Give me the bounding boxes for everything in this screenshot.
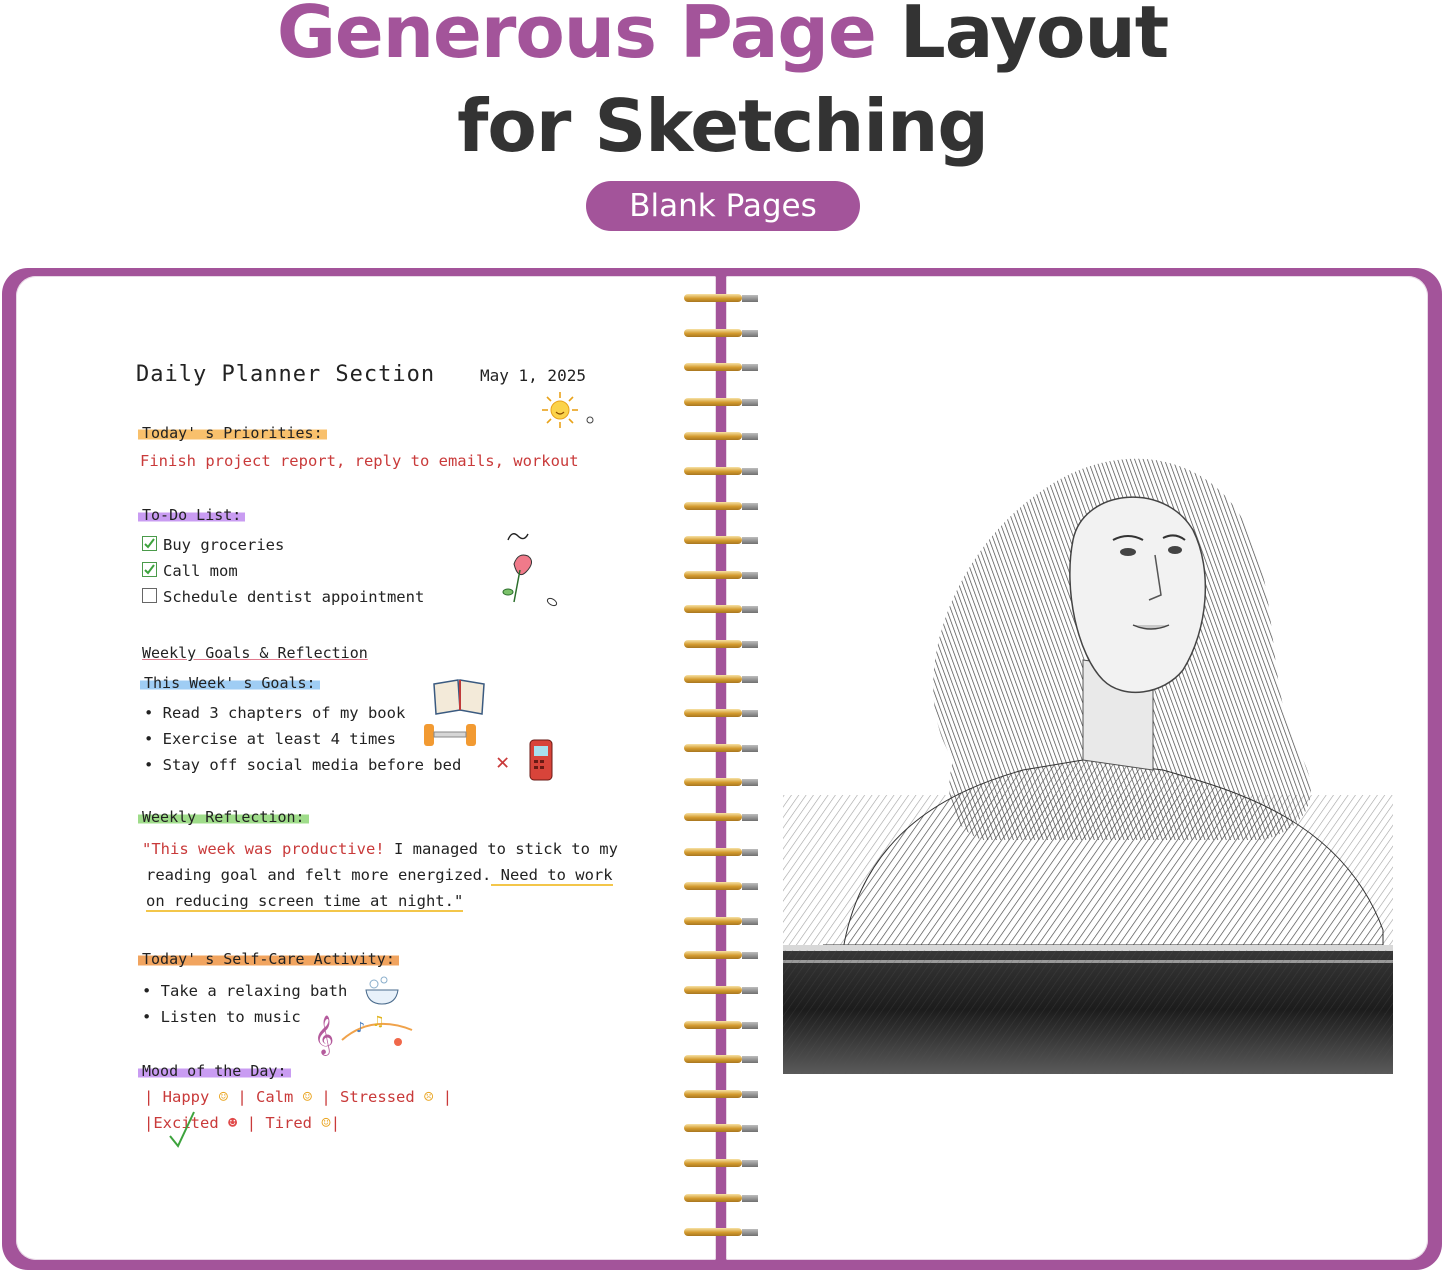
spiral-ring <box>682 811 760 824</box>
spiral-ring <box>682 500 760 513</box>
tired-emoji-icon: ☺ <box>321 1114 331 1132</box>
goal-item <box>144 704 405 722</box>
headline-rest: Layout <box>899 0 1169 74</box>
spiral-ring <box>682 1088 760 1101</box>
excited-emoji-icon: ☻ <box>228 1114 238 1132</box>
goal-label: Read 3 chapters of my book <box>162 704 406 722</box>
spiral-ring <box>682 569 760 582</box>
phone-icon <box>524 736 558 784</box>
bullet: • <box>144 756 163 774</box>
selfcare-item <box>142 1008 301 1026</box>
spiral-ring <box>682 430 760 443</box>
book-icon <box>430 676 490 716</box>
mood-excited: Excited <box>153 1114 219 1132</box>
headline-line-1 <box>0 0 1445 72</box>
goal-item <box>144 730 396 748</box>
headline-accent: Generous Page <box>276 0 876 74</box>
mood-happy: Happy <box>162 1088 210 1106</box>
todo-item-label: Call mom <box>163 562 238 580</box>
todo-item <box>142 536 284 554</box>
spiral-ring <box>682 638 760 651</box>
bullet: • <box>142 1008 161 1026</box>
spiral-ring <box>682 534 760 547</box>
spiral-ring <box>682 880 760 893</box>
spiral-ring <box>682 673 760 686</box>
dumbbell-icon <box>420 718 482 752</box>
portrait-sketch-illustration <box>783 430 1393 1074</box>
spiral-ring <box>682 949 760 962</box>
mood-stressed: Stressed <box>340 1088 415 1106</box>
checked-box-icon <box>142 536 157 551</box>
week-goals-heading: This Week' s Goals: <box>140 674 320 692</box>
flower-icon <box>587 417 593 423</box>
blank-pages-badge: Blank Pages <box>586 181 860 231</box>
spiral-ring <box>682 465 760 478</box>
reflection-line-1: "This week was productive! I managed to stick to my <box>142 840 618 858</box>
spiral-ring <box>682 776 760 789</box>
bullet: • <box>142 982 161 1000</box>
spiral-ring <box>682 327 760 340</box>
spiral-ring <box>682 1157 760 1170</box>
spiral-ring <box>682 915 760 928</box>
spiral-ring <box>682 1226 760 1239</box>
mood-calm: Calm <box>256 1088 294 1106</box>
spiral-ring <box>682 742 760 755</box>
empty-box-icon <box>142 588 157 603</box>
x-mark: ✕ <box>496 750 510 775</box>
bathtub-icon <box>360 972 404 1008</box>
checkmark-icon <box>168 1110 198 1150</box>
selfcare-label: Listen to music <box>160 1008 301 1026</box>
planner-date: May 1, 2025 <box>480 366 586 385</box>
mood-heading: Mood of the Day: <box>138 1062 291 1080</box>
selfcare-heading: Today' s Self-Care Activity: <box>138 950 399 968</box>
spiral-ring <box>682 707 760 720</box>
mood-row-2: |Excited ☻ | Tired ☺| <box>144 1114 341 1132</box>
bullet: • <box>144 730 163 748</box>
spiral-ring <box>682 1053 760 1066</box>
goal-item <box>144 756 461 774</box>
todo-item-label: Buy groceries <box>163 536 285 554</box>
todo-item <box>142 588 424 606</box>
svg-text:𝄞: 𝄞 <box>314 1015 335 1055</box>
weekly-heading: Weekly Goals & Reflection <box>142 644 368 662</box>
calm-emoji-icon: ☺ <box>302 1088 313 1106</box>
mood-tired: Tired <box>265 1114 313 1132</box>
spiral-ring <box>682 1019 760 1032</box>
spiral-ring <box>682 1192 760 1205</box>
svg-text:♫: ♫ <box>372 1014 385 1030</box>
spiral-ring <box>682 292 760 305</box>
spiral-ring <box>682 396 760 409</box>
spiral-ring <box>682 984 760 997</box>
todo-heading: To-Do List: <box>138 506 245 524</box>
spiral-ring <box>682 361 760 374</box>
reflection-heading: Weekly Reflection: <box>138 808 309 826</box>
headline-line-2: for Sketching <box>457 84 988 168</box>
priorities-text: Finish project report, reply to emails, workout <box>140 452 579 470</box>
todo-item <box>142 562 238 580</box>
stressed-emoji-icon: ☹ <box>424 1088 434 1106</box>
reflection-line-2: reading goal and felt more energized. Need to work <box>146 866 613 884</box>
svg-text:♪: ♪ <box>356 1020 365 1036</box>
selfcare-label: Take a relaxing bath <box>160 982 348 1000</box>
bullet: • <box>144 704 163 722</box>
rose-doodle-icon <box>496 506 568 612</box>
mood-row-1: | Happy ☺ | Calm ☺ | Stressed ☹ | <box>144 1088 453 1106</box>
reflection-line-3: on reducing screen time at night." <box>146 892 464 910</box>
spiral-ring <box>682 603 760 616</box>
sun-icon <box>536 388 600 434</box>
planner-title: Daily Planner Section <box>136 362 436 387</box>
selfcare-item <box>142 982 347 1000</box>
spiral-ring <box>682 1122 760 1135</box>
happy-emoji-icon: ☺ <box>218 1088 229 1106</box>
checked-box-icon <box>142 562 157 577</box>
spiral-ring <box>682 846 760 859</box>
todo-item-label: Schedule dentist appointment <box>163 588 425 606</box>
priorities-heading: Today' s Priorities: <box>138 424 327 442</box>
goal-label: Stay off social media before bed <box>162 756 462 774</box>
music-notes-icon <box>312 1008 416 1056</box>
goal-label: Exercise at least 4 times <box>162 730 396 748</box>
